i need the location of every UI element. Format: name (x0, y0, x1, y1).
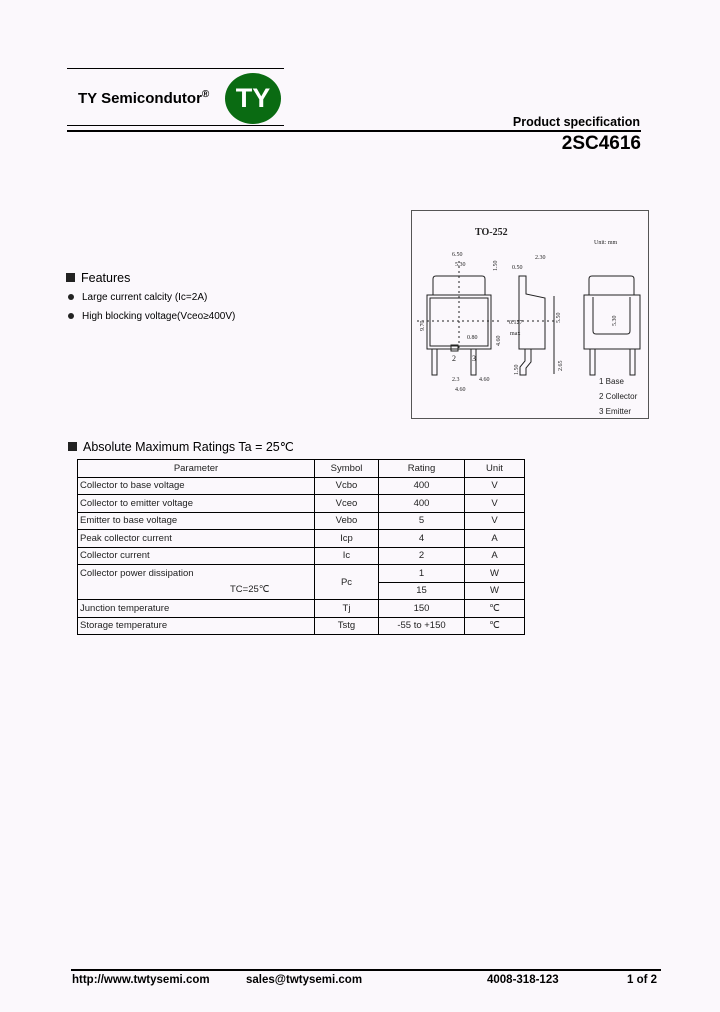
svg-text:0.127: 0.127 (509, 320, 523, 326)
svg-text:max: max (510, 331, 521, 337)
header-rule-bottom (67, 125, 284, 126)
product-specification: Product specification (512, 115, 640, 129)
feature-item: Large current calcity (Ic=2A) (68, 292, 207, 303)
table-header-row: Parameter Symbol Rating Unit (78, 460, 525, 478)
svg-text:5.30: 5.30 (455, 262, 466, 268)
ratings-table (77, 459, 525, 635)
table-row: Storage temperature Tstg -55 to +150 ℃ (78, 617, 525, 635)
svg-text:0.50: 0.50 (512, 265, 523, 271)
title-rule (67, 130, 641, 132)
pin-1-label: 1 Base (599, 377, 624, 386)
svg-text:2.3: 2.3 (452, 377, 460, 383)
package-label: TO-252 (475, 227, 508, 238)
footer-email[interactable]: sales@twtysemi.com (246, 974, 363, 986)
feature-item: High blocking voltage(Vceo≥400V) (68, 311, 235, 322)
svg-text:1.50: 1.50 (493, 260, 499, 271)
svg-text:4.60: 4.60 (479, 377, 490, 383)
footer-url[interactable]: http://www.twtysemi.com (72, 974, 210, 986)
table-row: 15 W (78, 582, 525, 600)
svg-text:4.60: 4.60 (496, 335, 502, 346)
table-row: Collector to emitter voltage Vceo 400 V (78, 495, 525, 513)
svg-text:Unit: mm: Unit: mm (594, 240, 618, 246)
pin-3-label: 3 Emitter (599, 407, 632, 416)
svg-text:5.30: 5.30 (612, 315, 618, 326)
svg-text:6.50: 6.50 (452, 252, 463, 258)
svg-text:2: 2 (452, 354, 456, 363)
svg-text:2.65: 2.65 (558, 360, 564, 371)
footer-phone: 4008-318-123 (487, 974, 559, 986)
ty-logo: TY (225, 73, 281, 124)
brand-name: TY Semicondutor® (78, 89, 210, 107)
features-heading: Features (66, 271, 130, 285)
table-row: Peak collector current Icp 4 A (78, 530, 525, 548)
table-row: Emitter to base voltage Vebo 5 V (78, 512, 525, 530)
svg-text:4.60: 4.60 (455, 387, 466, 393)
svg-text:3: 3 (472, 354, 476, 363)
svg-text:9.70: 9.70 (420, 320, 426, 331)
package-diagram (411, 210, 649, 419)
part-number: 2SC4616 (561, 133, 641, 154)
table-row: Junction temperature Tj 150 ℃ (78, 600, 525, 618)
ratings-heading: Absolute Maximum Ratings Ta = 25℃ (68, 439, 294, 454)
header-rule-top (67, 68, 284, 69)
svg-text:5.50: 5.50 (556, 312, 562, 323)
table-row: Collector to base voltage Vcbo 400 V (78, 477, 525, 495)
svg-text:1.50: 1.50 (514, 364, 520, 375)
svg-text:0.80: 0.80 (467, 335, 478, 341)
table-row: Collector current Ic 2 A (78, 547, 525, 565)
pin-2-label: 2 Collector (599, 392, 638, 401)
footer-rule (71, 969, 661, 971)
svg-text:2.30: 2.30 (535, 255, 546, 261)
table-row: Collector power dissipation TC=25℃ Pc 1 W (78, 565, 525, 583)
page-number: 1 of 2 (627, 974, 658, 986)
